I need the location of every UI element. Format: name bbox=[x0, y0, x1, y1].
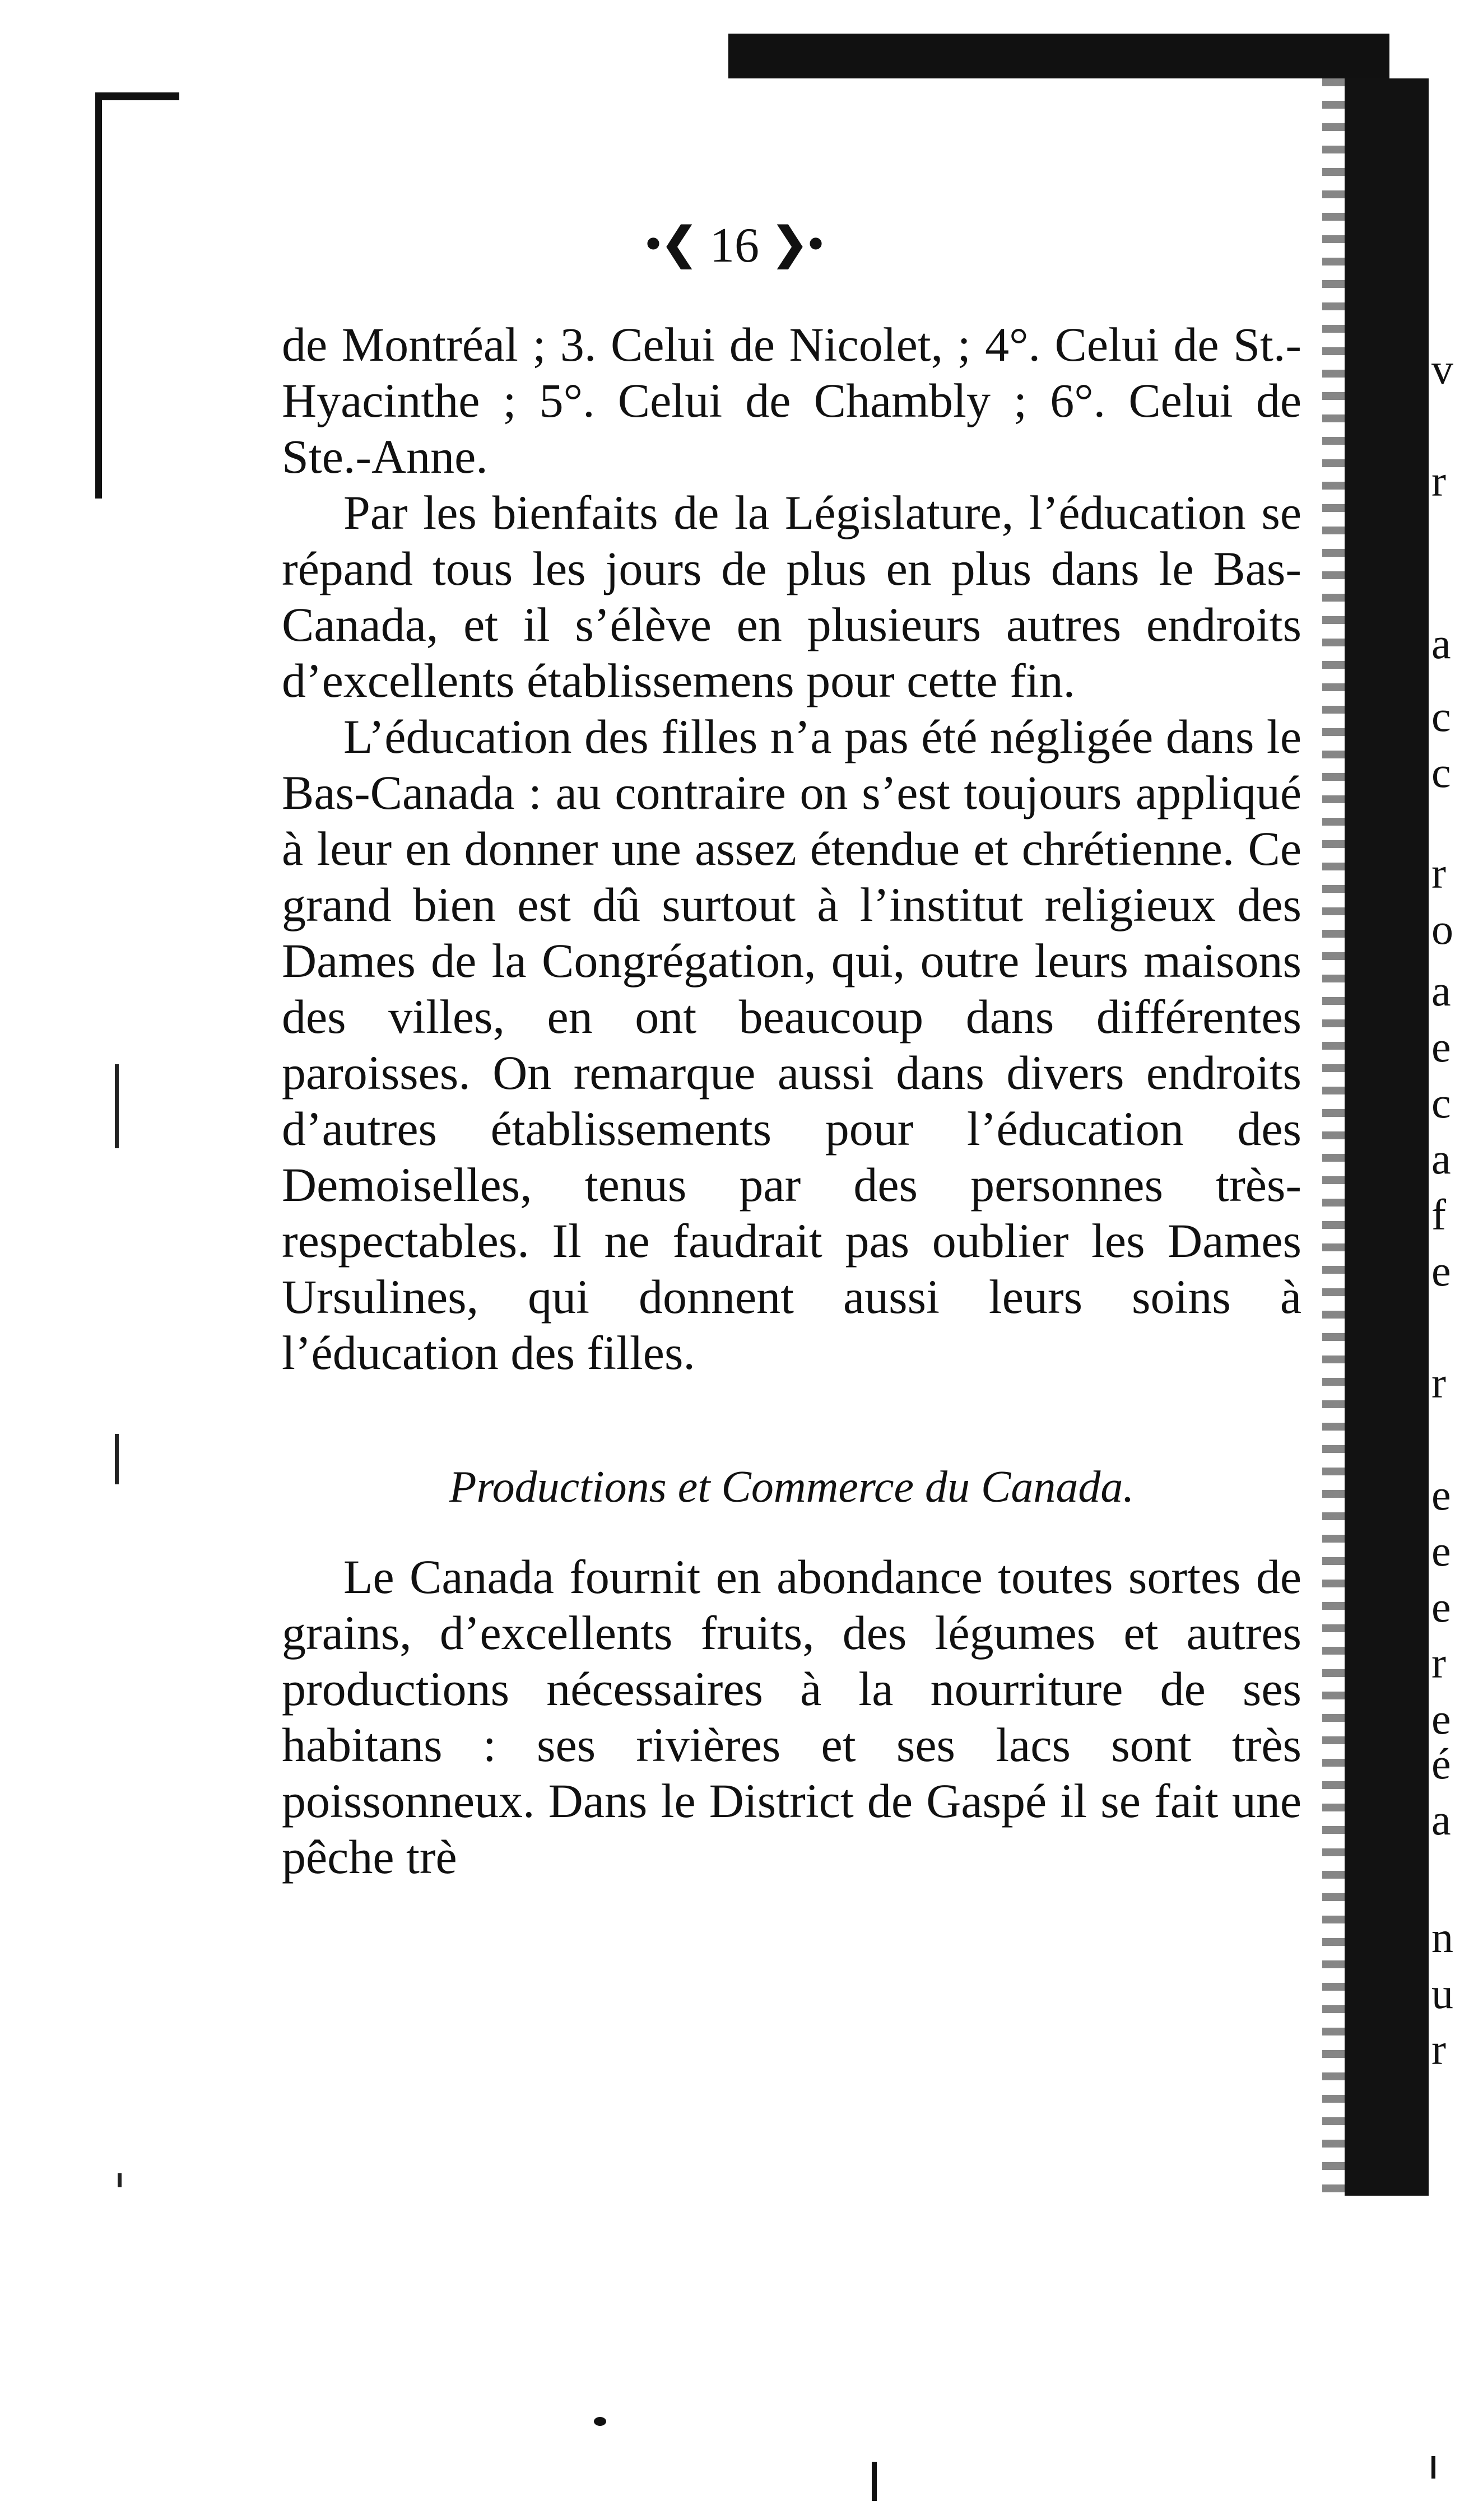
edge-letter: f bbox=[1431, 1190, 1446, 1239]
scan-right-fringe bbox=[1322, 78, 1345, 2196]
edge-letter: e bbox=[1431, 1526, 1451, 1575]
scan-left-corner-vertical bbox=[95, 95, 102, 499]
scan-top-bar bbox=[728, 34, 1389, 78]
edge-letter: e bbox=[1431, 1470, 1451, 1519]
scan-bottom-mark bbox=[872, 2462, 877, 2501]
scan-left-corner-horizontal bbox=[95, 92, 179, 100]
edge-letter: r bbox=[1431, 2025, 1446, 2074]
scan-right-strip bbox=[1345, 78, 1429, 2196]
edge-letter: é bbox=[1431, 1739, 1451, 1788]
edge-letter: r bbox=[1431, 1358, 1446, 1407]
edge-letter: e bbox=[1431, 1022, 1451, 1071]
edge-letter: r bbox=[1431, 849, 1446, 897]
edge-letter: o bbox=[1431, 905, 1453, 953]
page-text bbox=[282, 316, 1301, 1885]
edge-letter: r bbox=[1431, 1638, 1446, 1687]
edge-letter: a bbox=[1431, 1134, 1451, 1183]
edge-letter: c bbox=[1431, 748, 1451, 796]
scan-left-tick bbox=[115, 1064, 119, 1148]
scan-left-tick bbox=[115, 1434, 119, 1484]
paragraph: L’éducation des filles n’a pas été négligée dans le Bas-Canada : au contraire on s’est toujours appliqué à leur en donner une assez étendue et chrétienne. Ce grand bien est dû surtout à l’institut religieux des Dames de la Congrégation, qui, outre leurs maisons des villes, en ont beaucoup dans différentes paroisses. On remarque aussi dans divers endroits d’autres établissements pour l’éducation des Demoiselles, tenus par des personnes très-respectables. Il ne faudrait pas oublier les Dames Ursulines, qui donnent aussi leurs soins à l’éducation des filles. bbox=[282, 710, 1301, 1380]
page-number bbox=[0, 218, 1469, 273]
edge-letter: r bbox=[1431, 457, 1446, 505]
edge-letter: a bbox=[1431, 1795, 1451, 1844]
scan-left-tick bbox=[118, 2173, 122, 2187]
edge-letter: c bbox=[1431, 692, 1451, 740]
edge-letter: e bbox=[1431, 1582, 1451, 1631]
edge-letter: v bbox=[1431, 344, 1453, 393]
edge-letter: e bbox=[1431, 1246, 1451, 1295]
ornament-right: ❯• bbox=[771, 219, 824, 268]
paragraph: Par les bienfaits de la Législature, l’éducation se répand tous les jours de plus en plus dans le Bas-Canada, et il s’élève en plusieurs autres endroits d’excellents établissemens pour cette fin. bbox=[282, 486, 1301, 707]
edge-letter: u bbox=[1431, 1969, 1453, 2018]
edge-letter: c bbox=[1431, 1078, 1451, 1127]
scan-bottom-dot bbox=[594, 2417, 606, 2426]
edge-letter: a bbox=[1431, 619, 1451, 668]
ornament-left: •❮ bbox=[645, 219, 698, 268]
page-number-value: 16 bbox=[710, 218, 759, 273]
edge-letter: a bbox=[1431, 966, 1451, 1015]
paragraph: Le Canada fournit en abondance toutes sortes de grains, d’excellents fruits, des légumes et autres productions nécessaires à la nourriture de ses habitans : ses rivières et ses lacs sont très poissonneux. Dans le District de Gaspé il se fait une pêche trè bbox=[282, 1550, 1301, 1884]
scan-bottom-mark-right bbox=[1431, 2456, 1435, 2479]
paragraph: de Montréal ; 3. Celui de Nicolet, ; 4°. Celui de St.-Hyacinthe ; 5°. Celui de Chambly ; 6°. Celui de Ste.-Anne. bbox=[282, 318, 1301, 483]
section-heading: Productions et Commerce du Canada. bbox=[449, 1462, 1135, 1512]
edge-letter: e bbox=[1431, 1694, 1451, 1743]
edge-letter: n bbox=[1431, 1913, 1453, 1962]
